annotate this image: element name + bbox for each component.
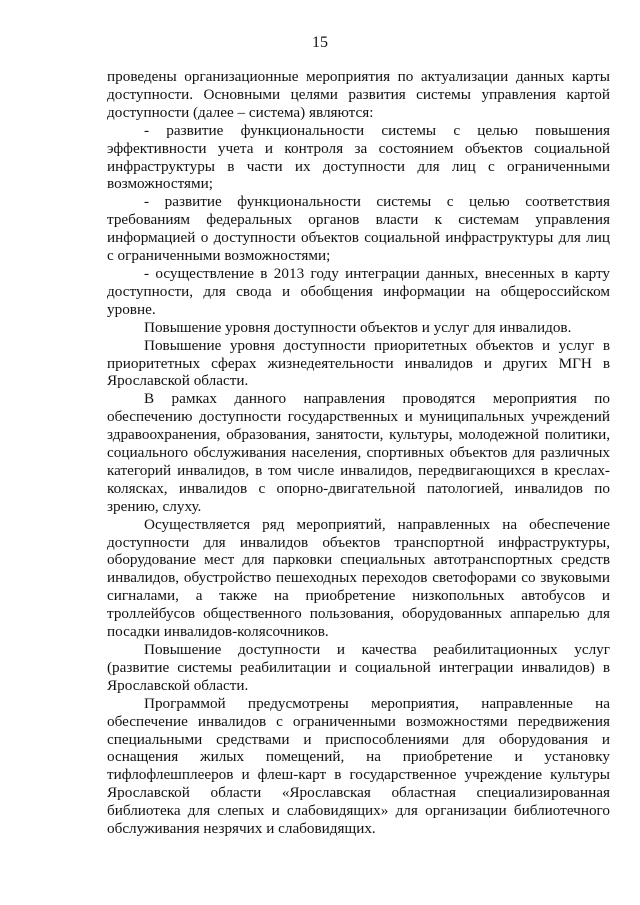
paragraph-goal-2: - развитие функциональности системы с целью соответствия требованиям федеральных органов власти к системам управления информацией о доступности объектов социальной инфраструктуры для лиц с ограниченными возможностями; [107,193,610,265]
paragraph-intro: проведены организационные мероприятия по актуализации данных карты доступности. Основными целями развития системы управления картой доступности (далее – система) являются: [107,68,610,121]
paragraph-priority-objects: Повышение уровня доступности приоритетных объектов и услуг в приоритетных сферах жизнедеятельности инвалидов и других МГН в Ярославской области. [107,336,610,390]
paragraph-goal-3: - осуществление в 2013 году интеграции данных, внесенных в карту доступности, для свода и обобщения информации на общероссийском уровне. [107,264,610,318]
paragraph-goal-1: - развитие функциональности системы с целью повышения эффективности учета и контроля за состоянием объектов социальной инфраструктуры в части их доступности для лиц с ограниченными возможностями; [107,121,610,193]
paragraph-program: Программой предусмотрены мероприятия, направленные на обеспечение инвалидов с ограниченными возможностями передвижения специальными средствами и приспособлениями для оборудования и оснащения жилых помещений, на приобретение и установку тифлофлешплееров и флеш-карт в государственное учреждение культуры Ярославской области «Ярославская областная специализированная библиотека для слепых и слабовидящих» для организации библиотечного обслуживания незрячих и слабовидящих. [107,694,610,838]
paragraph-rehabilitation: Повышение доступности и качества реабилитационных услуг (развитие системы реабилитации и социальной интеграции инвалидов) в Ярославской области. [107,641,610,694]
paragraph-transport: Осуществляется ряд мероприятий, направленных на обеспечение доступности для инвалидов объектов транспортной инфраструктуры, оборудование мест для парковки специальных автотранспортных средств инвалидов, обустройство пешеходных переходов светофорами со звуковыми сигналами, а также на приобретение низкопольных автобусов и троллейбусов общественного пользования, оборудованных аппарелью для посадки инвалидов-колясочников. [107,515,610,641]
page-number: 15 [312,34,328,51]
paragraph-heading-accessibility: Повышение уровня доступности объектов и услуг для инвалидов. [144,318,572,336]
paragraph-direction-measures: В рамках данного направления проводятся мероприятия по обеспечению доступности государственных и муниципальных учреждений здравоохранения, образования, занятости, культуры, молодежной политики, социального обслуживания населения, спортивных объектов для различных категорий инвалидов, в том числе инвалидов, передвигающихся в креслах-колясках, инвалидов с опорно-двигательной патологией, инвалидов по зрению, слуху. [107,390,610,515]
document-body [107,68,610,838]
